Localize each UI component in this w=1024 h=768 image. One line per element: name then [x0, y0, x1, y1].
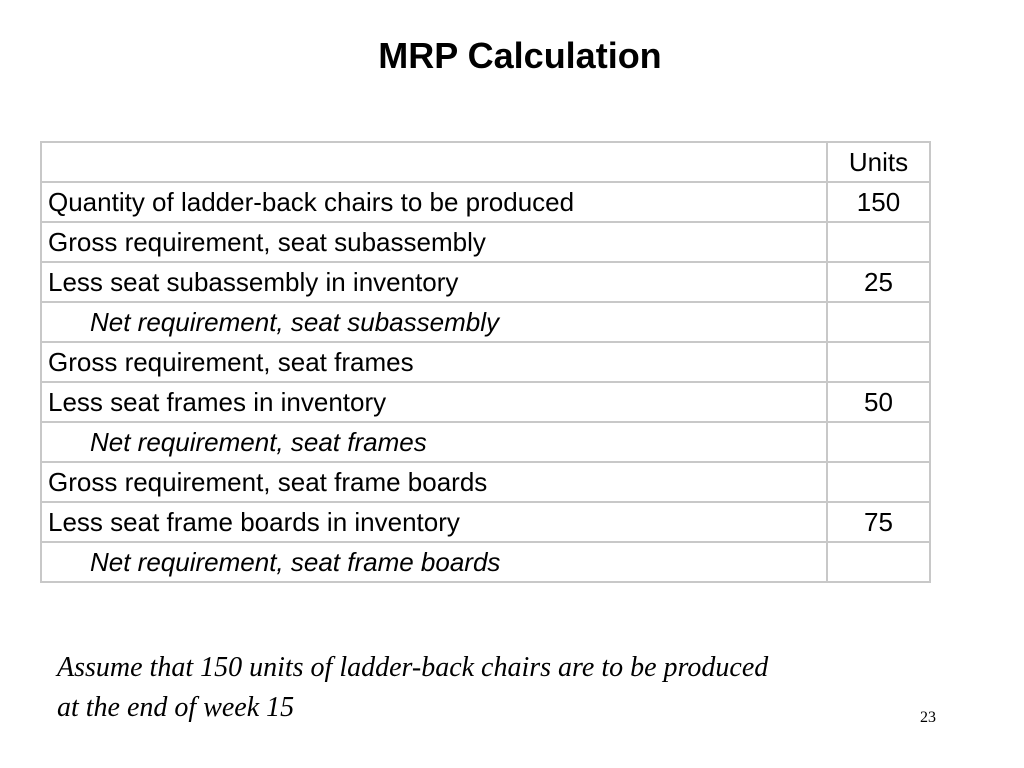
row-label: Net requirement, seat frames	[41, 422, 827, 462]
page-number: 23	[920, 709, 936, 726]
table-row	[41, 382, 930, 422]
row-label: Gross requirement, seat frames	[41, 342, 827, 382]
assumption-note	[57, 648, 957, 728]
table-row	[41, 342, 930, 382]
row-label: Less seat frame boards in inventory	[41, 502, 827, 542]
header-label-cell	[41, 142, 827, 182]
row-units	[827, 542, 930, 582]
row-units: 150	[827, 182, 930, 222]
table-row-net	[41, 542, 930, 582]
table-row	[41, 262, 930, 302]
table-row	[41, 182, 930, 222]
mrp-table	[40, 141, 931, 583]
row-units: 50	[827, 382, 930, 422]
table-row	[41, 462, 930, 502]
row-label: Gross requirement, seat frame boards	[41, 462, 827, 502]
slide-title: MRP Calculation	[378, 35, 662, 76]
row-label: Gross requirement, seat subassembly	[41, 222, 827, 262]
assumption-note-line-1: Assume that 150 units of ladder-back chairs are to be produced	[57, 652, 769, 683]
mrp-table-container	[40, 141, 931, 583]
row-units	[827, 462, 930, 502]
row-units: 25	[827, 262, 930, 302]
row-units	[827, 422, 930, 462]
row-units: 75	[827, 502, 930, 542]
table-row	[41, 222, 930, 262]
table-header-row	[41, 142, 930, 182]
row-label: Quantity of ladder-back chairs to be produced	[41, 182, 827, 222]
assumption-note-line-2: at the end of week 15	[57, 692, 295, 723]
row-label: Less seat frames in inventory	[41, 382, 827, 422]
table-row	[41, 502, 930, 542]
row-units	[827, 222, 930, 262]
table-row-net	[41, 302, 930, 342]
row-label: Less seat subassembly in inventory	[41, 262, 827, 302]
table-row-net	[41, 422, 930, 462]
header-units-cell: Units	[827, 142, 930, 182]
row-units	[827, 302, 930, 342]
row-units	[827, 342, 930, 382]
row-label: Net requirement, seat frame boards	[41, 542, 827, 582]
row-label: Net requirement, seat subassembly	[41, 302, 827, 342]
